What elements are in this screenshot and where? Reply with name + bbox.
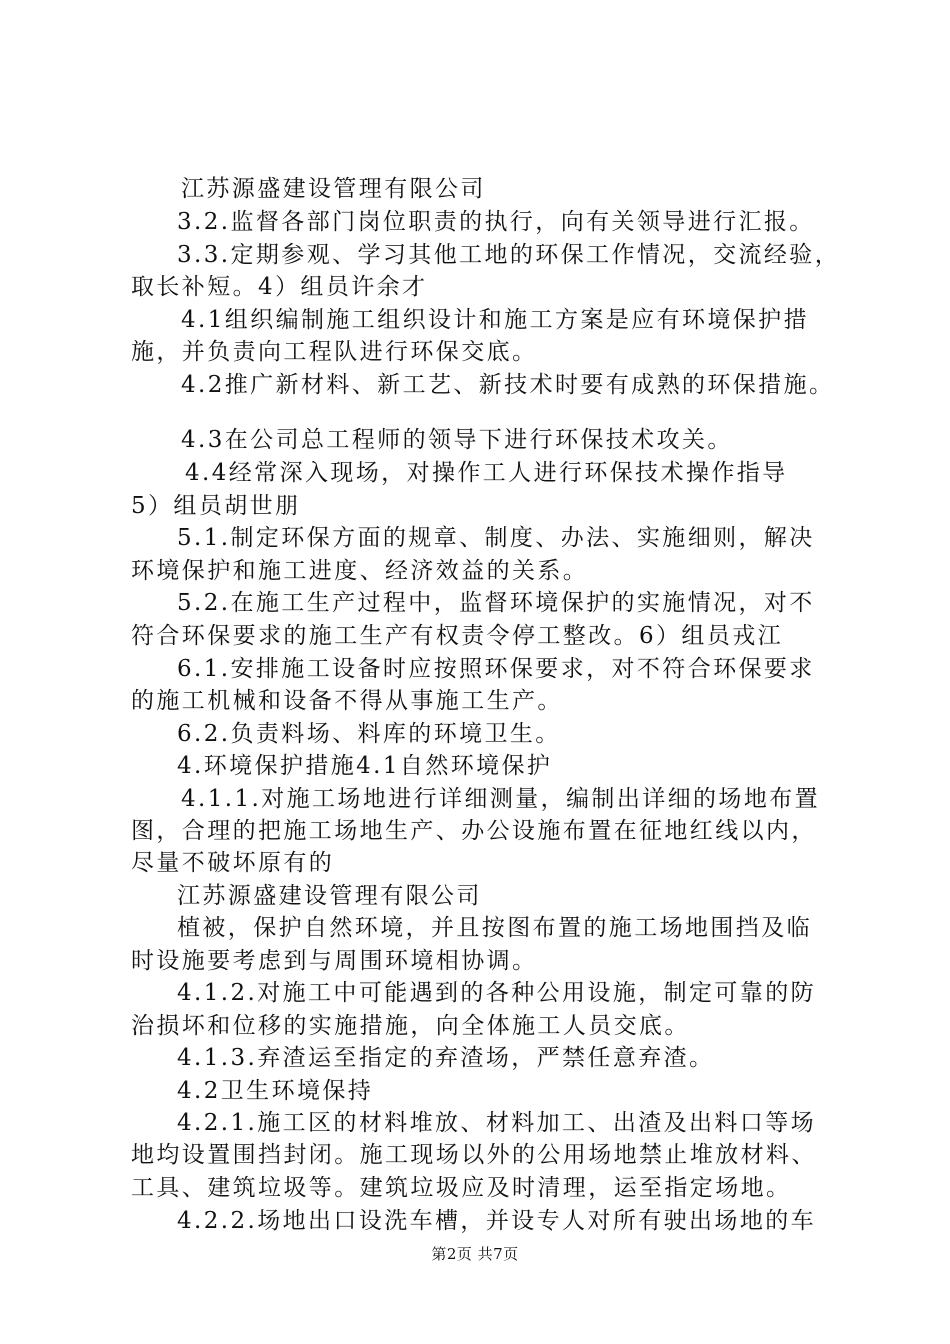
paragraph-line: 6.2.负责料场、料库的环境卫生。 bbox=[177, 721, 561, 747]
company-header: 江苏源盛建设管理有限公司 bbox=[181, 176, 486, 202]
paragraph-line: 4.3在公司总工程师的领导下进行环保技术攻关。 bbox=[181, 427, 733, 453]
paragraph-line: 4.1.1.对施工场地进行详细测量，编制出详细的场地布置 bbox=[181, 786, 821, 812]
paragraph-line: 5.2.在施工生产过程中，监督环境保护的实施情况，对不 bbox=[177, 590, 815, 616]
paragraph-line: 4.1.2.对施工中可能遇到的各种公用设施，制定可靠的防 bbox=[177, 980, 817, 1006]
paragraph-line: 工具、建筑垃圾等。建筑垃圾应及时清理，运至指定场地。 bbox=[131, 1175, 792, 1201]
paragraph-line: 符合环保要求的施工生产有权责令停工整改。6）组员戎江 bbox=[131, 623, 784, 649]
paragraph-line: 4.1.3.弃渣运至指定的弃渣场，严禁任意弃渣。 bbox=[177, 1045, 715, 1071]
paragraph-line: 6.1.安排施工设备时应按照环保要求，对不符合环保要求 bbox=[177, 656, 815, 682]
paragraph-line: 地均设置围挡封闭。施工现场以外的公用场地禁止堆放材料、 bbox=[131, 1142, 817, 1168]
paragraph-line: 5.1.制定环保方面的规章、制度、办法、实施细则，解决 bbox=[177, 525, 815, 551]
page-number-footer: 第2页 共7页 bbox=[431, 1245, 519, 1263]
paragraph-line: 4.1组织编制施工组织设计和施工方案是应有环境保护措 bbox=[181, 307, 809, 333]
paragraph-line: 4.4经常深入现场，对操作工人进行环保技术操作指导 bbox=[185, 460, 788, 486]
paragraph-line: 施，并负责向工程队进行环保交底。 bbox=[131, 339, 538, 365]
paragraph-line: 3.2.监督各部门岗位职责的执行，向有关领导进行汇报。 bbox=[177, 209, 815, 235]
paragraph-line: 4.2.1.施工区的材料堆放、材料加工、出渣及出料口等场 bbox=[177, 1110, 817, 1136]
paragraph-line: 4.2.2.场地出口设洗车槽，并设专人对所有驶出场地的车 bbox=[177, 1208, 817, 1234]
paragraph-line: 尽量不破坏原有的 bbox=[131, 850, 335, 876]
paragraph-line: 4.2卫生环境保持 bbox=[177, 1078, 374, 1104]
paragraph-line: 植被，保护自然环境，并且按图布置的施工场地围挡及临 bbox=[177, 915, 812, 941]
paragraph-line: 4.2推广新材料、新工艺、新技术时要有成熟的环保措施。 bbox=[181, 372, 835, 398]
paragraph-line: 3.3.定期参观、学习其他工地的环保工作情况，交流经验， bbox=[177, 242, 841, 268]
paragraph-line: 5）组员胡世朋 bbox=[131, 493, 301, 519]
paragraph-line: 取长补短。4）组员许余才 bbox=[131, 274, 428, 300]
paragraph-line: 环境保护和施工进度、经济效益的关系。 bbox=[131, 558, 589, 584]
paragraph-line: 时设施要考虑到与周围环境相协调。 bbox=[131, 948, 538, 974]
paragraph-line: 治损坏和位移的实施措施，向全体施工人员交底。 bbox=[131, 1013, 690, 1039]
paragraph-line: 的施工机械和设备不得从事施工生产。 bbox=[131, 688, 563, 714]
company-header: 江苏源盛建设管理有限公司 bbox=[177, 883, 482, 909]
paragraph-line: 图，合理的把施工场地生产、办公设施布置在征地红线以内， bbox=[131, 818, 817, 844]
paragraph-line: 4.环境保护措施4.1自然环境保护 bbox=[177, 753, 553, 779]
